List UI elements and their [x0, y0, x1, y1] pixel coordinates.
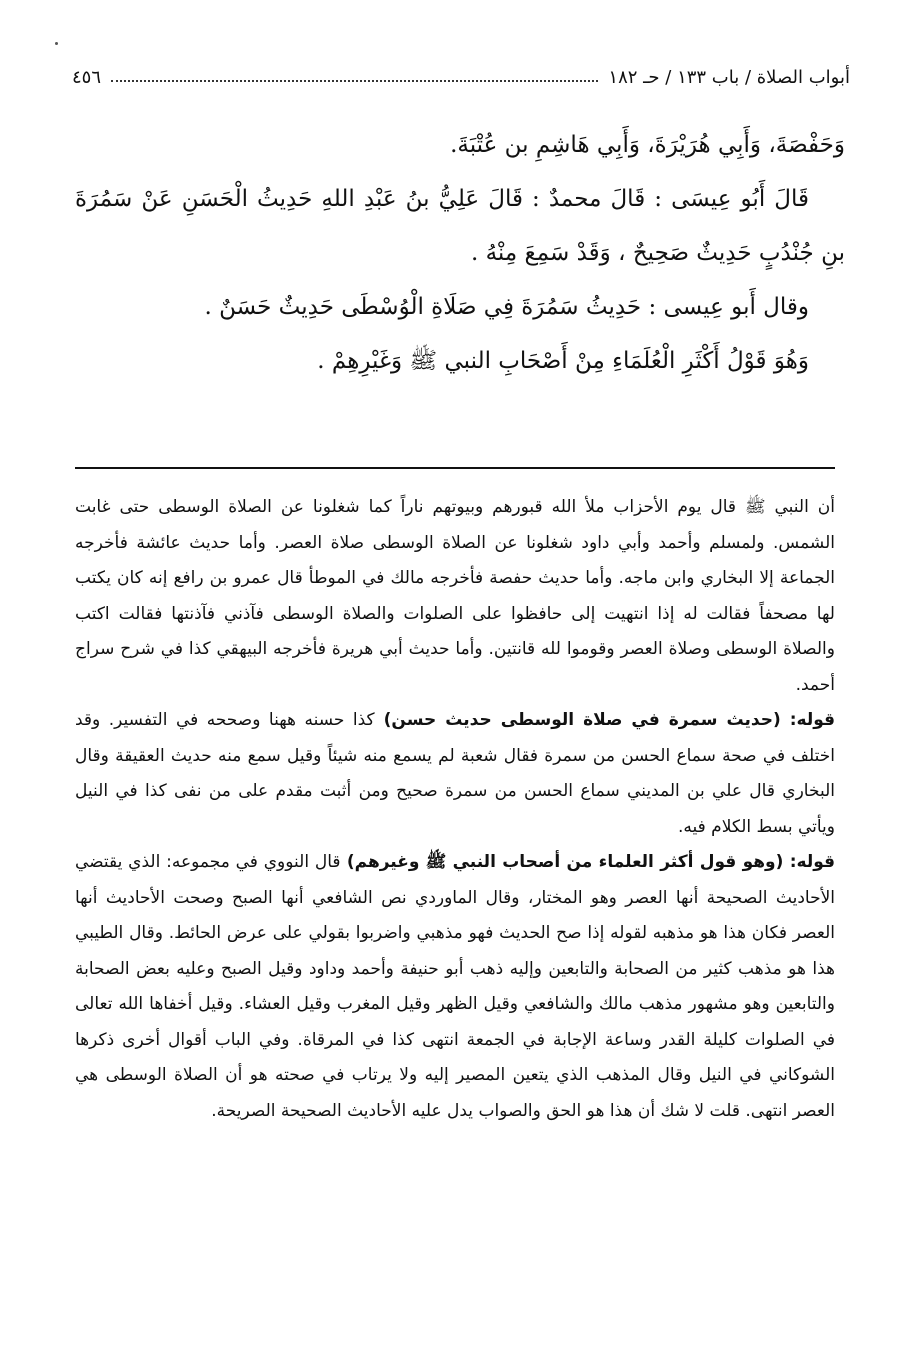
main-paragraph: وَهُوَ قَوْلُ أَكْثَرِ الْعُلَمَاءِ مِنْ أَصْحَابِ النبي ﷺ وَغَيْرِهِمْ . — [317, 348, 809, 374]
page-number: ٤٥٦ — [72, 66, 102, 88]
commentary-text: أن النبي ﷺ قال يوم الأحزاب ملأ الله قبورهم وبيوتهم ناراً كما شغلونا عن الصلاة الوسطى حتى غابت الشمس. ولمسلم وأحمد وأبي داود شغلونا عن الصلاة الوسطى صلاة العصر. وأما حديث عائشة فأخرجه الجماعة إلا البخاري وابن ماجه. وأما حديث حفصة فأخرجه مالك في الموطأ قال عمرو بن رافع إنه كان يكتب لها مصحفاً فقالت له إذا انتهيت إلى حافظوا على الصلوات والصلاة الوسطى فآذني فآذنتها فقالت اكتب والصلاة الوسطى وصلاة العصر وقوموا لله قانتين. وأما حديث أبي هريرة فأخرجه البيهقي كذا في شرح سراج أحمد. — [75, 497, 835, 695]
commentary-paragraph — [75, 703, 835, 845]
commentary — [75, 490, 835, 1129]
main-text — [75, 118, 845, 388]
running-title: أبواب الصلاة / باب ١٣٣ / حـ ١٨٢ — [608, 66, 850, 88]
commentary-lead: قوله: (وهو قول أكثر العلماء من أصحاب النبي ﷺ وغيرهم) — [340, 852, 836, 872]
running-header — [72, 62, 850, 92]
footnote-divider — [75, 467, 835, 469]
main-paragraph: قَالَ أَبُو عِيسَى : قَالَ محمدٌ : قَالَ عَلِيُّ بنُ عَبْدِ اللهِ حَدِيثُ الْحَسَنِ عَنْ سَمُرَةَ بنِ جُنْدُبٍ حَدِيثٌ صَحِيحٌ ، وَقَدْ سَمِعَ مِنْهُ . — [75, 186, 845, 266]
scan-speck — [55, 42, 58, 45]
commentary-text: كذا حسنه ههنا وصححه في التفسير. وقد اختلف في صحة سماع الحسن من سمرة فقال شعبة لم يسمع منه شيئاً وقيل سمع منه حديث العقيقة وقال البخاري قال علي بن المديني سماع الحسن من سمرة صحيح ومن أثبت مقدم على من نفى كذا في النيل ويأتي بسط الكلام فيه. — [75, 710, 835, 837]
commentary-paragraph — [75, 845, 835, 1129]
main-paragraph: وقال أَبو عِيسى : حَدِيثُ سَمُرَةَ فِي صَلَاةِ الْوُسْطَى حَدِيثٌ حَسَنٌ . — [204, 294, 809, 320]
commentary-text: قال النووي في مجموعه: الذي يقتضي الأحاديث الصحيحة أنها العصر وهو المختار، وقال الماوردي نص الشافعي أنها الصبح وصحت الأحاديث أنها العصر فكان هذا هو مذهبه لقوله إذا صح الحديث فهو مذهبي واضربوا بقولي على عرض الحائط. وقال الطيبي هذا هو مذهب كثير من الصحابة والتابعين وإليه ذهب أبو حنيفة وأحمد وداود وقيل الصبح وعليه بعض الصحابة والتابعين وهو مشهور مذهب مالك والشافعي وقيل الظهر وقيل المغرب وقيل العشاء. وقيل أخفاها الله تعالى في الصلوات كليلة القدر وساعة الإجابة في الجمعة انتهى كذا في المرقاة. وفي الباب أقوال أخرى ذكرها الشوكاني في النيل وقال المذهب الذي يتعين المصير إليه ولا يرتاب في صحته هو أن الصلاة الوسطى هي العصر انتهى. قلت لا شك أن هذا هو الحق والصواب يدل عليه الأحاديث الصحيحة الصريحة. — [75, 852, 835, 1121]
commentary-paragraph — [75, 490, 835, 703]
commentary-lead: قوله: (حديث سمرة في صلاة الوسطى حديث حسن) — [374, 710, 835, 730]
leader-dots — [111, 80, 598, 82]
main-paragraph: وَحَفْصَةَ، وَأَبِي هُرَيْرَةَ، وَأَبِي هَاشِمِ بن عُتْبَةَ. — [450, 132, 845, 158]
